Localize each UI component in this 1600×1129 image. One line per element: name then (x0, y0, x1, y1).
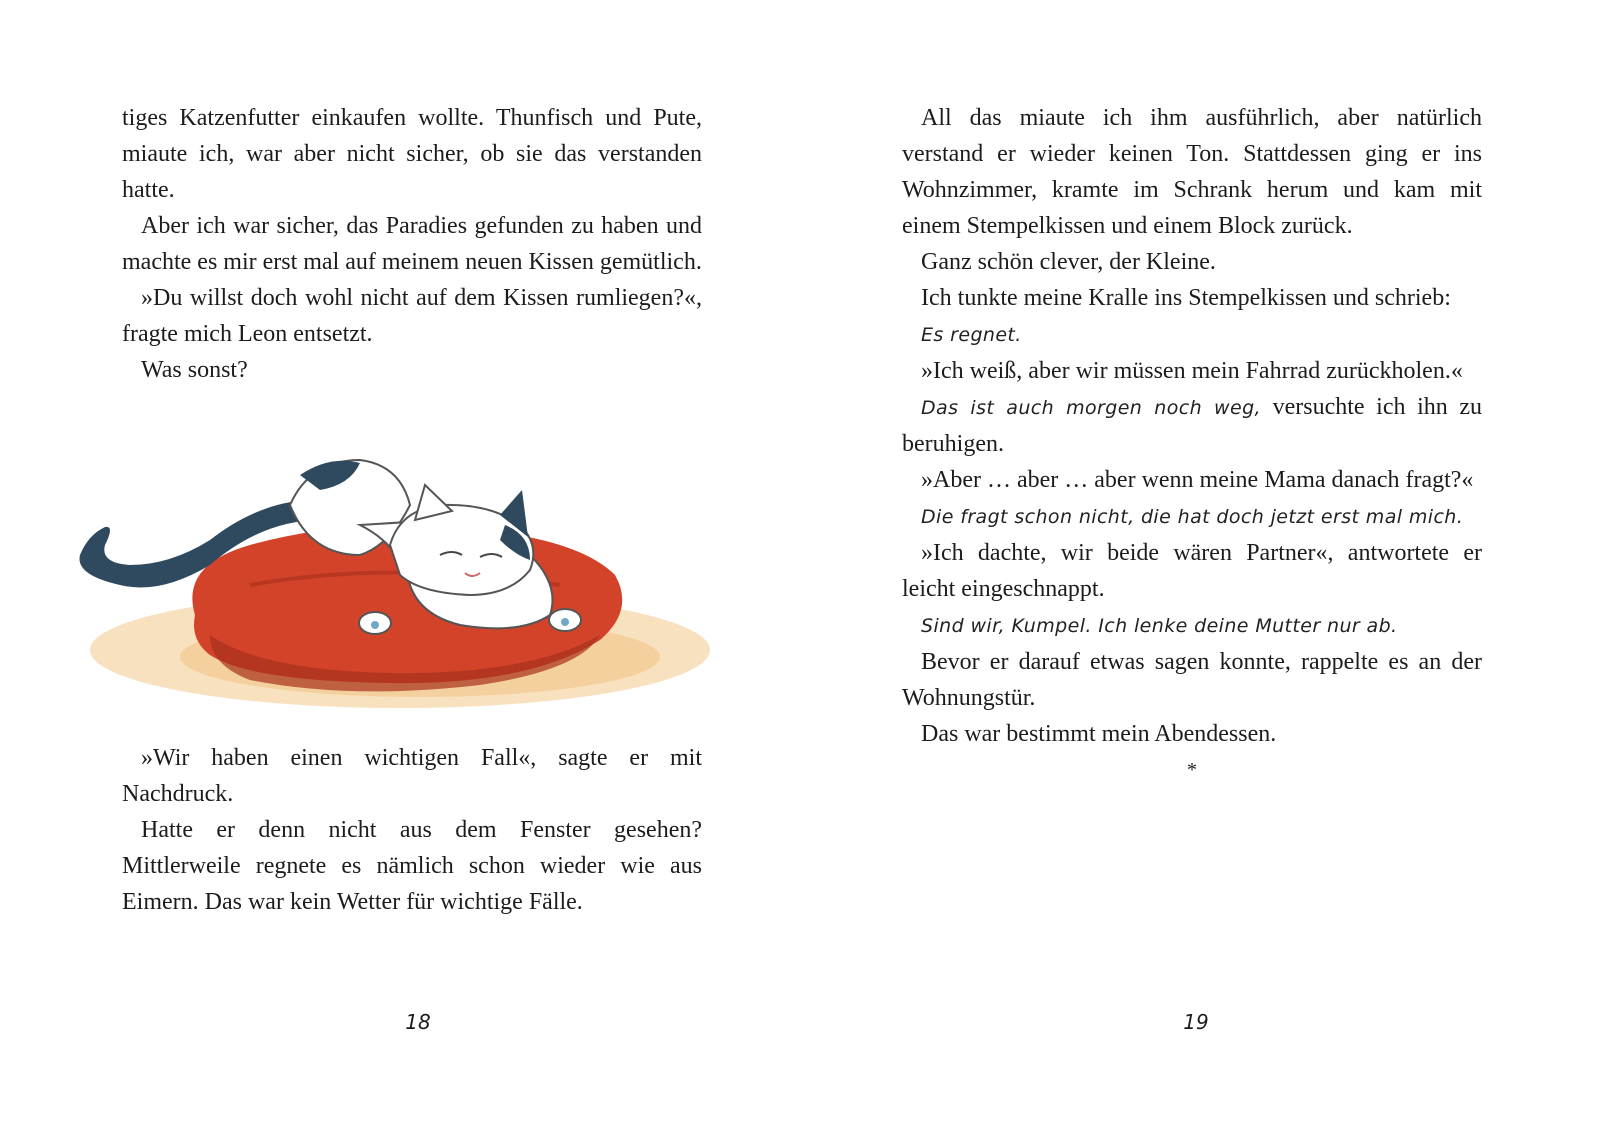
handwritten-text: Die fragt schon nicht, die hat doch jetzt erst mal mich. (921, 506, 1464, 528)
handwritten-text: Sind wir, Kumpel. Ich lenke deine Mutter nur ab. (921, 615, 1398, 637)
paragraph: »Wir haben einen wichtigen Fall«, sagte er mit Nachdruck. (122, 745, 702, 807)
paragraph: Was sonst? (141, 357, 248, 383)
left-page (122, 100, 702, 388)
paragraph-mixed (902, 389, 1482, 462)
paragraph: Das war bestimmt mein Abendessen. (921, 721, 1277, 747)
cat-illustration-svg (60, 445, 710, 735)
paragraph: Ich tunkte meine Kralle ins Stempelkissen und schrieb: (921, 285, 1451, 311)
paragraph: Aber ich war sicher, das Paradies gefunden zu haben und machte es mir erst mal auf meinem neuen Kissen gemütlich. (122, 213, 702, 275)
handwritten-text: Es regnet. (921, 324, 1022, 346)
paragraph: Ganz schön clever, der Kleine. (921, 249, 1216, 275)
handwritten-note (902, 607, 1482, 644)
paragraph: »Du willst doch wohl nicht auf dem Kissen rumliegen?«, fragte mich Leon entsetzt. (122, 285, 702, 347)
paragraph: »Aber … aber … aber wenn meine Mama danach fragt?« (921, 467, 1474, 493)
paragraph: »Ich weiß, aber wir müssen mein Fahrrad zurückholen.« (921, 358, 1463, 384)
left-page-lower (122, 740, 702, 920)
paragraph: »Ich dachte, wir beide wären Partner«, antwortete er leicht eingeschnappt. (902, 540, 1482, 602)
handwritten-note (902, 316, 1482, 353)
cat-on-cushion-illustration (60, 445, 710, 735)
page-number-right: 19 (1183, 1010, 1209, 1034)
handwritten-text: Das ist auch morgen noch weg, (921, 397, 1261, 419)
paragraph: All das miaute ich ihm ausführlich, aber natürlich verstand er wieder keinen Ton. Stattdessen ging er ins Wohnzimmer, kramte im Schrank herum und kam mit einem Stempelkissen und einem Block zurück. (902, 105, 1482, 239)
paragraph: tiges Katzenfutter einkaufen wollte. Thunfisch und Pute, miaute ich, war aber nicht sicher, ob sie das verstanden hatte. (122, 105, 702, 203)
handwritten-note (902, 498, 1482, 535)
page-number-left: 18 (405, 1010, 431, 1034)
section-break: * (1187, 759, 1197, 781)
right-page (902, 100, 1482, 788)
paragraph: Hatte er denn nicht aus dem Fenster gesehen? Mittlerweile regnete es nämlich schon wieder wie aus Eimern. Das war kein Wetter für wichtige Fälle. (122, 817, 702, 915)
paragraph: Bevor er darauf etwas sagen konnte, rappelte es an der Wohnungstür. (902, 649, 1482, 711)
paragraph-text: versuchte ich ihn zu beruhigen. (902, 394, 1482, 457)
